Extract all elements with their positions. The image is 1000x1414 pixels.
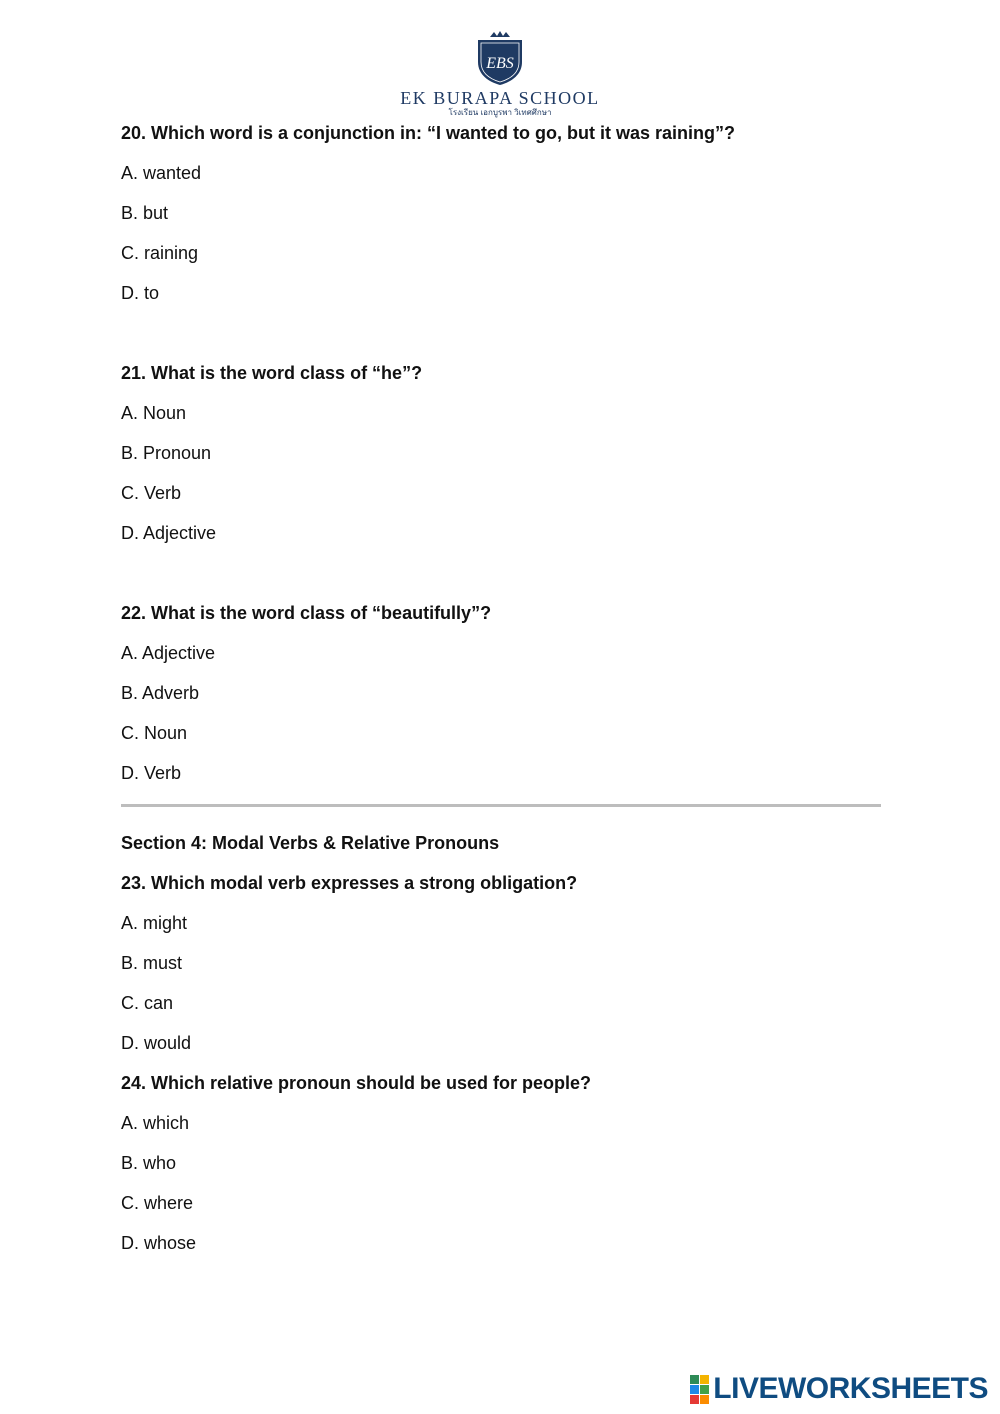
option-20c: C. raining	[121, 243, 199, 263]
option-23d: D. would	[121, 1033, 192, 1053]
school-crest-icon	[474, 30, 526, 86]
option-24c: C. where	[121, 1193, 194, 1213]
worksheet-content	[121, 120, 881, 1270]
crest-monogram: EBS	[486, 55, 514, 72]
question-22: 22. What is the word class of “beautifully”?	[121, 603, 492, 623]
option-21b: B. Pronoun	[121, 443, 212, 463]
liveworksheets-brand: LIVEWORKSHEETS	[713, 1372, 988, 1405]
liveworksheets-logo[interactable]	[690, 1372, 988, 1406]
question-23: 23. Which modal verb expresses a strong obligation?	[121, 873, 578, 893]
question-24: 24. Which relative pronoun should be used for people?	[121, 1073, 592, 1093]
option-23b: B. must	[121, 953, 183, 973]
option-22a: A. Adjective	[121, 643, 216, 663]
section-4-title: Section 4: Modal Verbs & Relative Pronouns	[121, 833, 500, 853]
option-22c: C. Noun	[121, 723, 188, 743]
section-divider	[121, 804, 881, 807]
question-20: 20. Which word is a conjunction in: “I wanted to go, but it was raining”?	[121, 123, 736, 143]
liveworksheets-squares-icon	[690, 1375, 709, 1404]
option-20d: D. to	[121, 283, 160, 303]
school-name-thai: โรงเรียน เอกบูรพา วิเทศศึกษา	[448, 108, 552, 117]
option-24d: D. whose	[121, 1233, 197, 1253]
option-21d: D. Adjective	[121, 523, 217, 543]
option-20a: A. wanted	[121, 163, 202, 183]
question-21: 21. What is the word class of “he”?	[121, 363, 423, 383]
school-name: EK BURAPA SCHOOL	[400, 88, 600, 108]
spacer	[121, 320, 881, 360]
option-21a: A. Noun	[121, 403, 187, 423]
option-23a: A. might	[121, 913, 188, 933]
option-21c: C. Verb	[121, 483, 182, 503]
option-23c: C. can	[121, 993, 174, 1013]
option-20b: B. but	[121, 203, 169, 223]
option-22b: B. Adverb	[121, 683, 200, 703]
school-logo	[0, 30, 1000, 118]
option-22d: D. Verb	[121, 763, 182, 783]
option-24b: B. who	[121, 1153, 177, 1173]
spacer	[121, 560, 881, 600]
option-24a: A. which	[121, 1113, 190, 1133]
